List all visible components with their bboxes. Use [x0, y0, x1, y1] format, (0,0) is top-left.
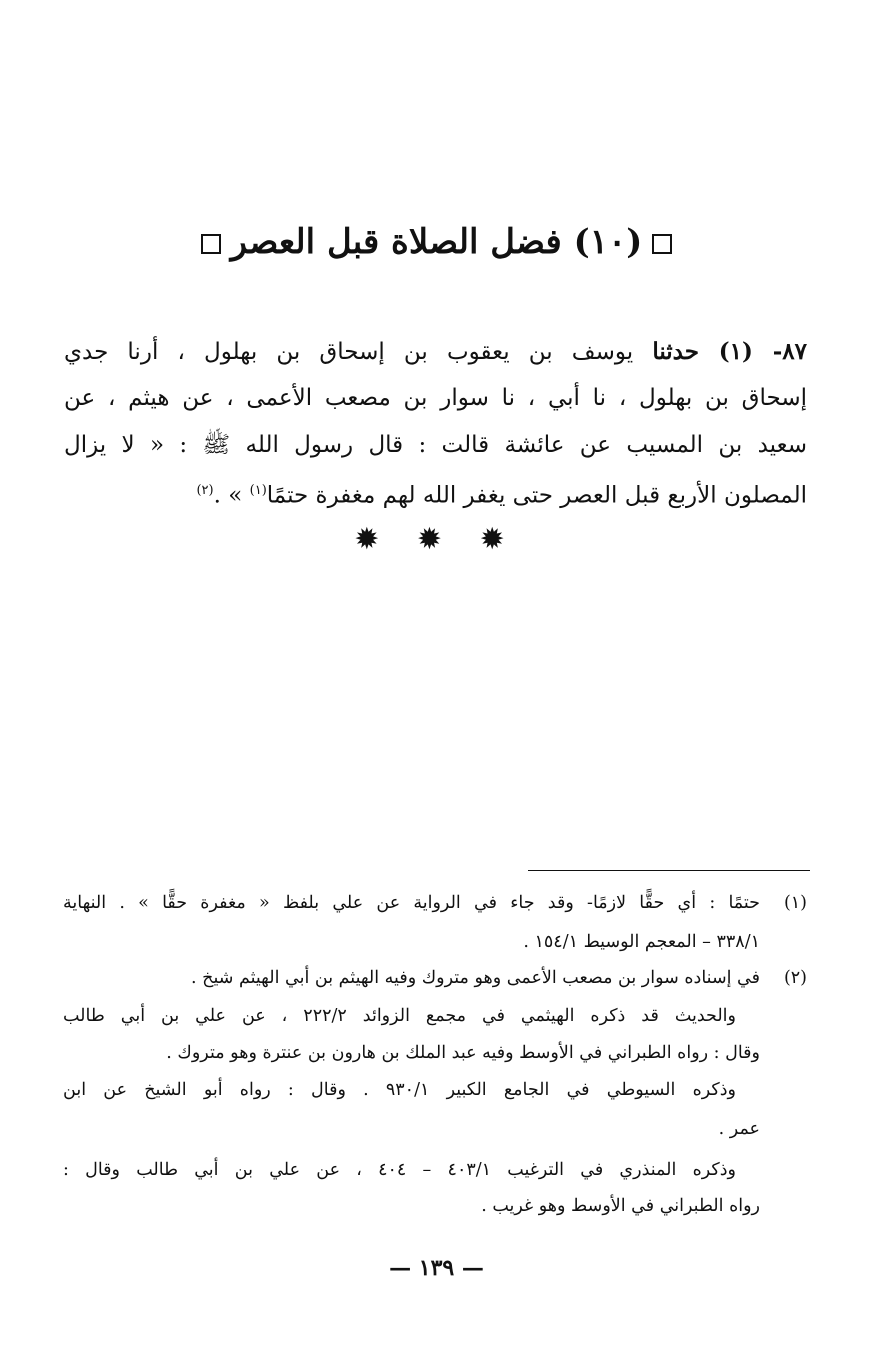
page-number: — ١٣٩ — — [389, 1255, 484, 1281]
hadith-text: المصلون الأربع قبل العصر حتى يغفر الله لهم مغفرة حتمًا — [266, 482, 807, 509]
hadith-text: يوسف بن يعقوب بن إسحاق بن بهلول ، أرنا جدي — [64, 339, 634, 365]
footnote-line: والحديث قد ذكره الهيثمي في مجمع الزوائد ٢٢٢/٢ ، عن علي بن أبي طالب — [63, 1006, 737, 1026]
footnote-number: (١) — [783, 893, 807, 913]
footnote-line: رواه الطبراني في الأوسط وهو غريب . — [481, 1196, 760, 1216]
footnote-number: (٢) — [783, 968, 807, 988]
footnote-line: ٣٣٨/١ – المعجم الوسيط ١٥٤/١ . — [523, 932, 760, 952]
footnote-divider — [528, 870, 810, 871]
square-ornament-icon — [652, 234, 672, 254]
square-ornament-icon — [201, 234, 221, 254]
chapter-title — [0, 222, 873, 262]
chapter-title-text: فضل الصلاة قبل العصر — [230, 222, 562, 262]
hadith-lead: ٨٧- (١) حدثنا — [652, 338, 808, 365]
footnote-line: وقال : رواه الطبراني في الأوسط وفيه عبد الملك بن هارون بن عنترة وهو متروك . — [166, 1043, 760, 1063]
footnote-ref[interactable]: (١) — [249, 483, 267, 498]
footnote-line: عمر . — [718, 1119, 760, 1139]
section-separator: ✹ ✹ ✹ — [354, 522, 519, 557]
footnote-ref[interactable]: (٢) — [196, 483, 214, 498]
footnote-line: وذكره المنذري في الترغيب ٤٠٣/١ – ٤٠٤ ، عن علي بن أبي طالب وقال : — [63, 1160, 736, 1180]
hadith-quote-close: » . — [213, 482, 243, 509]
footnote-line: في إسناده سوار بن مصعب الأعمى وهو متروك وفيه الهيثم بن أبي الهيثم شيخ . — [191, 968, 760, 988]
hadith-line: سعيد بن المسيب عن عائشة قالت : قال رسول الله ﷺ : « لا يزال — [64, 432, 807, 458]
hadith-line — [64, 337, 807, 367]
hadith-line: إسحاق بن بهلول ، نا أبي ، نا سوار بن مصعب الأعمى ، عن هيثم ، عن — [64, 385, 807, 411]
chapter-number: (١٠) — [573, 222, 643, 262]
footnote-line: وذكره السيوطي في الجامع الكبير ٩٣٠/١ . وقال : رواه أبو الشيخ عن ابن — [63, 1080, 736, 1100]
footnote-line: حتمًا : أي حقًّا لازمًا- وقد جاء في الرواية عن علي بلفظ « مغفرة حقًّا » . النهاية — [63, 893, 760, 913]
hadith-line — [64, 476, 807, 511]
